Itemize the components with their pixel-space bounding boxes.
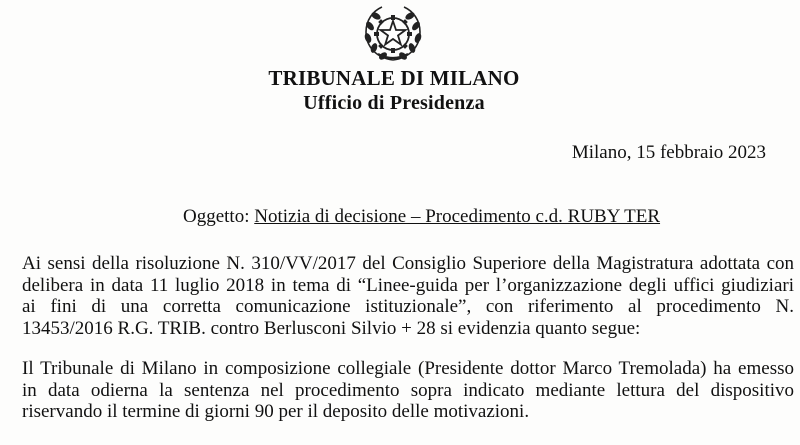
paragraph-line: Ai sensi della risoluzione N. 310/VV/2017 del Consiglio Superiore della Magistratura adottata con (22, 253, 794, 274)
paragraph-decision (22, 358, 794, 423)
paragraph-line: riservando il termine di giorni 90 per il deposito delle motivazioni. (22, 401, 530, 422)
paragraph-reference (22, 253, 794, 339)
paragraph-line: in data odierna la sentenza nel procedimento sopra indicato mediante lettura del dispositivo (22, 379, 794, 401)
court-name: TRIBUNALE DI MILANO (268, 66, 520, 90)
paragraph-line: ai fini di una corretta comunicazione istituzionale”, con riferimento al procedimento N. (22, 296, 794, 317)
paragraph-line: Il Tribunale di Milano in composizione collegiale (Presidente dottor Marco Tremolada) ha emesso (22, 358, 794, 379)
paragraph-line: delibera in data 11 luglio 2018 in tema di “Linee-guida per l’organizzazione degli uffici giudiziari (22, 274, 794, 296)
date-line: Milano, 15 febbraio 2023 (571, 142, 766, 163)
office-name: Ufficio di Presidenza (303, 92, 485, 114)
paragraph-line: 13453/2016 R.G. TRIB. contro Berlusconi Silvio + 28 si evidenzia quanto segue: (22, 317, 641, 339)
subject-line (183, 206, 660, 228)
subject-label: Oggetto: (183, 206, 255, 227)
subject-text: Notizia di decisione – Procedimento c.d. RUBY TER (254, 206, 661, 227)
italian-republic-emblem-icon (362, 2, 424, 64)
